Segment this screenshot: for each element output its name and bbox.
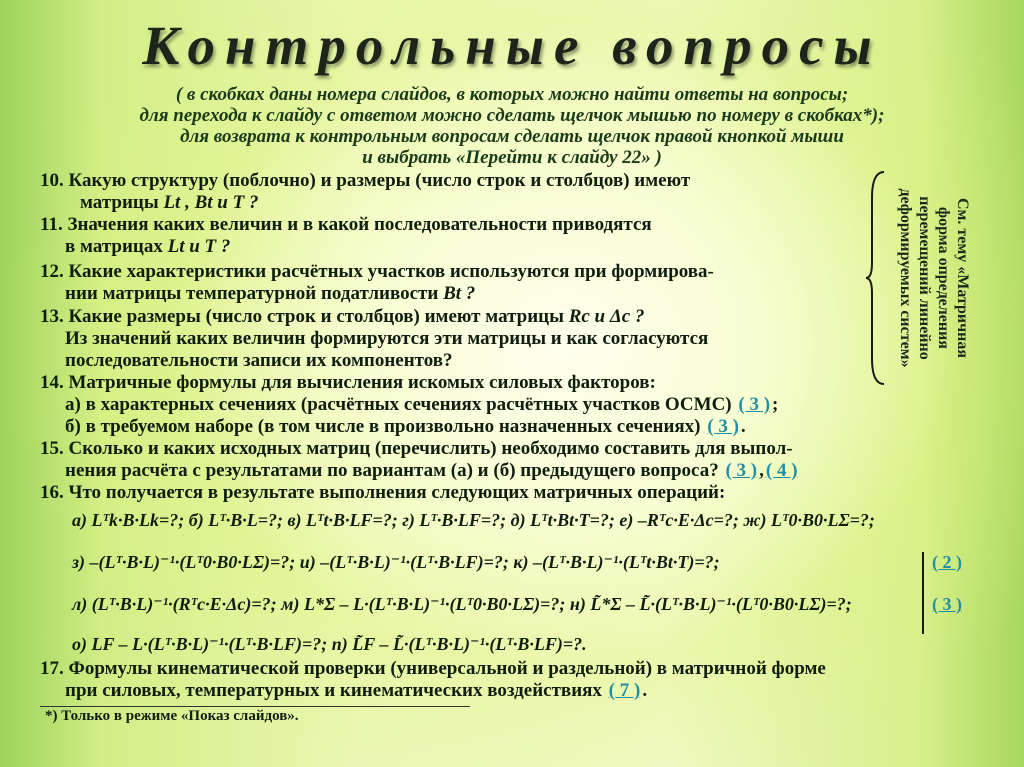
question-17-line-1: 17. Формулы кинематической проверки (универсальной и раздельной) в матричной форме bbox=[40, 658, 826, 679]
subtitle-line-2: для перехода к слайду с ответом можно сделать щелчок мышью по номеру в скобках*); bbox=[139, 105, 885, 126]
question-12-text: нии матрицы температурной податливости bbox=[65, 283, 444, 304]
question-11 bbox=[40, 214, 652, 258]
question-11-line-2 bbox=[40, 236, 652, 258]
slide-link-3-q14a[interactable]: ( 3 ) bbox=[738, 394, 771, 415]
question-15-line-2 bbox=[40, 460, 800, 482]
period: . bbox=[740, 416, 746, 437]
formula-row-1: а) Lᵀk·B·Lk=?; б) Lᵀ·B·L=?; в) Lᵀt·B·LF=?; г) Lᵀ·B·LF=?; д) Lᵀt·Bt·T=?; е) –Rᵀc·E·Δc=?; ж) Lᵀ0·B0·LΣ=?; bbox=[72, 510, 875, 530]
formula-row-4: о) LF – L·(Lᵀ·B·L)⁻¹·(Lᵀ·B·LF)=?; п) L̃F – L̃·(Lᵀ·B·L)⁻¹·(Lᵀ·B·LF)=?. bbox=[72, 634, 587, 654]
slide-title: Контрольные вопросы bbox=[142, 15, 882, 76]
slide-link-3-formulas[interactable]: ( 3 ) bbox=[932, 594, 962, 614]
side-note-line-3: перемещений линейно bbox=[916, 196, 933, 360]
question-16-line-1: 16. Что получается в результате выполнения следующих матричных операций: bbox=[40, 482, 726, 503]
question-14-line-2 bbox=[40, 394, 778, 416]
footnote-rule bbox=[40, 706, 470, 707]
question-13 bbox=[40, 306, 708, 372]
subtitle bbox=[30, 84, 994, 168]
question-13-line-2: Из значений каких величин формируются эти матрицы и как согласуются bbox=[65, 328, 709, 349]
question-17-line-2 bbox=[40, 680, 826, 702]
subtitle-line-3: для возврата к контрольным вопросам сделать щелчок правой кнопкой мыши bbox=[180, 126, 844, 147]
question-14-line-3 bbox=[40, 416, 778, 438]
side-note-line-2: форма определения bbox=[935, 207, 952, 349]
slide-link-7[interactable]: ( 7 ) bbox=[608, 680, 641, 701]
question-15-line-1: 15. Сколько и каких исходных матриц (перечислить) необходимо составить для выпол- bbox=[40, 438, 793, 459]
slide-link-3-q15[interactable]: ( 3 ) bbox=[725, 460, 758, 481]
question-10-math: Lt , Bt и T ? bbox=[163, 192, 259, 213]
formula-row-2: з) –(Lᵀ·B·L)⁻¹·(Lᵀ0·B0·LΣ)=?; и) –(Lᵀ·B·L)⁻¹·(Lᵀ·B·LF)=?; к) –(Lᵀ·B·L)⁻¹·(Lᵀt·Bt·T)=?; bbox=[72, 552, 720, 572]
question-10-line-1: 10. Какую структуру (поблочно) и размеры (число строк и столбцов) имеют bbox=[40, 170, 691, 191]
question-10 bbox=[40, 170, 690, 214]
side-note-line-1: См. тему «Матричная bbox=[954, 197, 971, 359]
question-17-text: при силовых, температурных и кинематических воздействиях bbox=[65, 680, 602, 701]
question-13-line-3: последовательности записи их компонентов? bbox=[65, 350, 453, 371]
question-13-text: 13. Какие размеры (число строк и столбцов) имеют матрицы bbox=[40, 306, 569, 327]
question-15 bbox=[40, 438, 800, 482]
side-note-line-4: деформируемых систем» bbox=[897, 188, 914, 368]
question-12-line-2 bbox=[40, 283, 714, 305]
semicolon: ; bbox=[772, 394, 779, 415]
question-10-line-2 bbox=[40, 192, 690, 214]
comma: , bbox=[759, 460, 764, 481]
footnote: *) Только в режиме «Показ слайдов». bbox=[45, 708, 299, 724]
question-17 bbox=[40, 658, 826, 702]
period: . bbox=[642, 680, 648, 701]
side-note-text bbox=[896, 168, 972, 388]
question-14-line-1: 14. Матричные формулы для вычисления искомых силовых факторов: bbox=[40, 372, 656, 393]
question-14 bbox=[40, 372, 778, 438]
question-10-text: матрицы bbox=[80, 192, 164, 213]
slide-link-4-q15[interactable]: ( 4 ) bbox=[765, 460, 798, 481]
side-note bbox=[864, 168, 974, 388]
slide-link-2[interactable]: ( 2 ) bbox=[932, 552, 962, 572]
curly-brace-icon bbox=[864, 168, 886, 388]
slide-link-3-q14b[interactable]: ( 3 ) bbox=[707, 416, 739, 437]
question-14-text-a: а) в характерных сечениях (расчётных сечениях расчётных участков ОСМС) bbox=[65, 394, 732, 415]
question-11-math: Lt и T ? bbox=[167, 236, 231, 257]
question-13-line-1 bbox=[40, 306, 644, 327]
question-12-line-1: 12. Какие характеристики расчётных участков используются при формирова- bbox=[40, 261, 714, 282]
question-11-text: в матрицах bbox=[65, 236, 168, 257]
question-16 bbox=[40, 482, 725, 504]
question-12 bbox=[40, 261, 714, 305]
question-12-math: Bt ? bbox=[443, 283, 476, 304]
subtitle-line-1: ( в скобках даны номера слайдов, в которых можно найти ответы на вопросы; bbox=[175, 84, 849, 105]
bracket-line bbox=[922, 552, 924, 634]
formula-row-3: л) (Lᵀ·B·L)⁻¹·(Rᵀc·E·Δc)=?; м) L*Σ – L·(Lᵀ·B·L)⁻¹·(Lᵀ0·B0·LΣ)=?; н) L̃*Σ – L̃·(Lᵀ·B·L)⁻¹·(Lᵀ0·B0·LΣ)=?; bbox=[72, 594, 852, 614]
question-15-text: нения расчёта с результатами по вариантам (а) и (б) предыдущего вопроса? bbox=[65, 460, 719, 481]
subtitle-line-4: и выбрать «Перейти к слайду 22» ) bbox=[362, 147, 662, 168]
question-11-line-1: 11. Значения каких величин и в какой последовательности приводятся bbox=[40, 214, 652, 235]
question-13-math: Rc и Δc ? bbox=[568, 306, 645, 327]
question-14-text-b: б) в требуемом наборе (в том числе в произвольно назначенных сечениях) bbox=[65, 416, 701, 437]
